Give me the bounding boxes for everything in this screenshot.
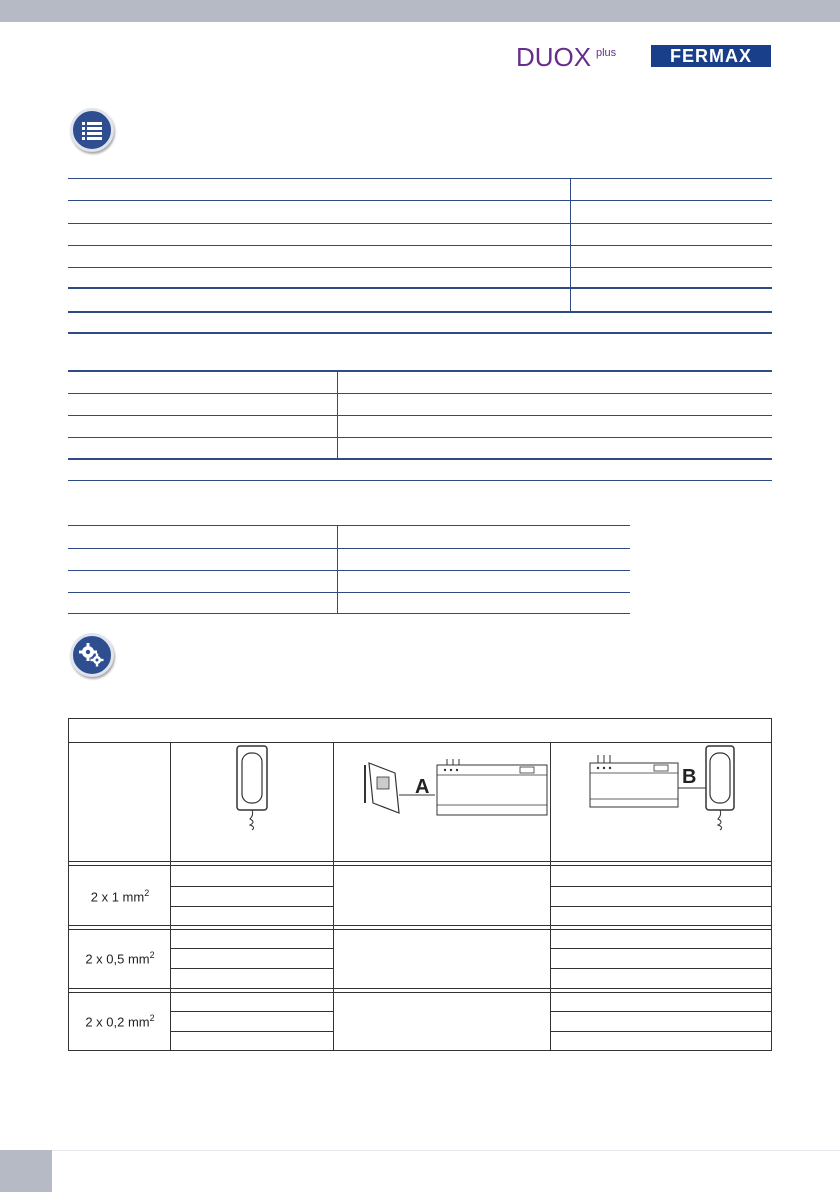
- fermax-logo: FERMAX: [651, 45, 771, 67]
- label-a: A: [415, 776, 430, 798]
- cable-section-02mm: 2 x 0,2 $mm^2$: [85, 1013, 155, 1030]
- footer-bar: [0, 1150, 840, 1193]
- telephone-handset-illustration: [230, 743, 275, 831]
- page-number-box: [0, 1150, 52, 1192]
- top-bar: [0, 0, 840, 22]
- duox-plus-logo: [516, 38, 626, 72]
- cable-section-05mm: 2 x 0,5 $mm^2$: [85, 950, 155, 967]
- panel-to-power-supply-illustration: [355, 755, 550, 827]
- logo-plus-text: plus: [596, 47, 617, 59]
- label-b: B: [682, 766, 697, 788]
- gears-icon: [70, 633, 114, 677]
- cable-section-1mm: 2 x 1 $mm^2$: [90, 888, 150, 905]
- power-supply-to-handset-illustration: [588, 743, 758, 831]
- list-icon: [70, 108, 114, 152]
- logo-duox-text: DUOX: [516, 42, 592, 72]
